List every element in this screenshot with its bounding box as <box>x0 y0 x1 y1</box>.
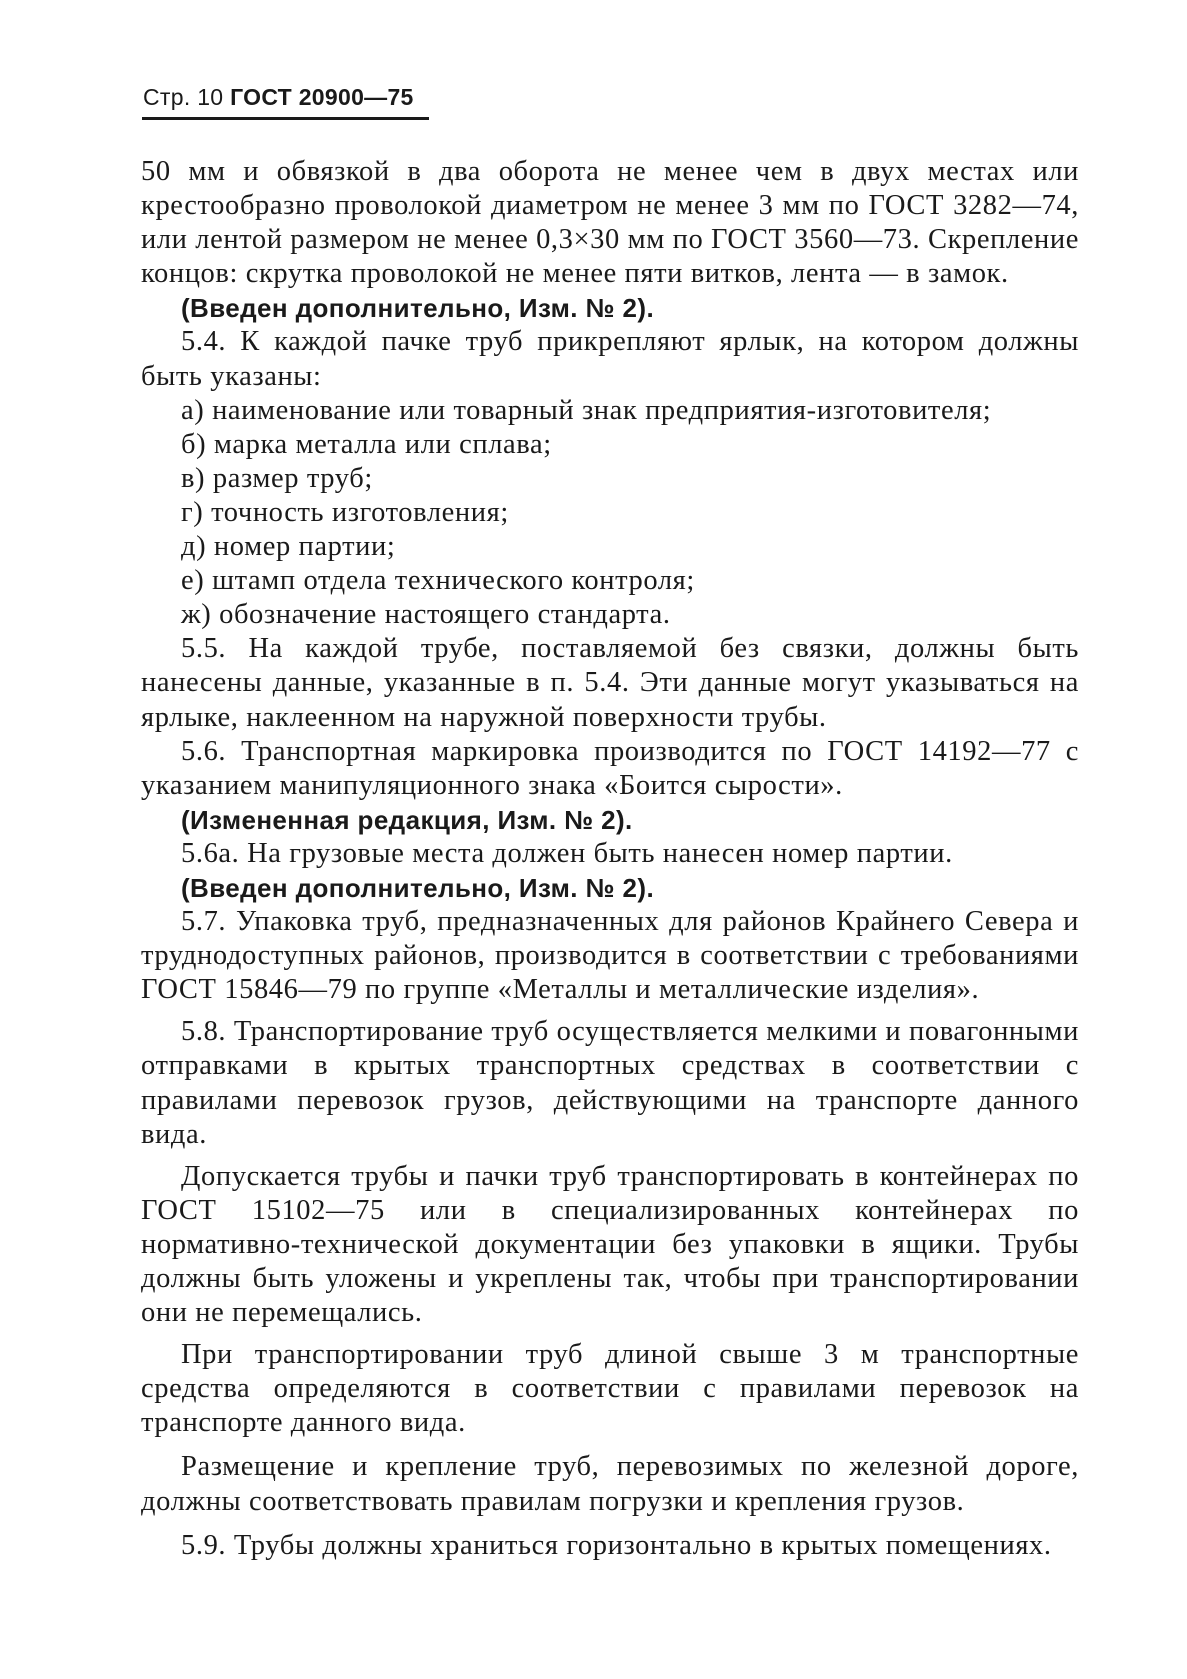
page-header <box>143 84 428 111</box>
list-item: б) марка металла или сплава; <box>181 428 552 460</box>
clause-5-9: 5.9. Трубы должны храниться горизонтально в крытых помещениях. <box>181 1529 1052 1561</box>
clause-5-6a: 5.6а. На грузовые места должен быть нанесен номер партии. <box>181 837 953 869</box>
list-item: г) точность изготовления; <box>181 496 509 528</box>
list-item: ж) обозначение настоящего стандарта. <box>181 599 671 631</box>
list-item: а) наименование или товарный знак предприятия-изготовителя; <box>181 394 992 426</box>
paragraph: При транспортировании труб длиной свыше 3 м транспортные средства определяются в соответствии с правилами перевозок на транспорте данного вида. <box>141 1339 1079 1439</box>
page-number: Стр. 10 <box>143 84 224 110</box>
clause-5-4: 5.4. К каждой пачке труб прикрепляют ярлык, на котором должны быть указаны: <box>141 326 1079 392</box>
clause-5-6: 5.6. Транспортная маркировка производится по ГОСТ 14192—77 с указанием манипуляционного знака «Боится сырости». <box>141 735 1079 801</box>
paragraph: Допускается трубы и пачки труб транспортировать в контейнерах по ГОСТ 15102—75 или в специализированных контейнерах по нормативно-технической документации без упаковки в ящики. Трубы должны быть уложены и укреплены так, чтобы при транспортировании они не перемещались. <box>141 1160 1079 1329</box>
standard-designation: ГОСТ 20900—75 <box>230 84 414 110</box>
paragraph: Размещение и крепление труб, перевозимых по железной дороге, должны соответствовать правилам погрузки и крепления грузов. <box>141 1451 1079 1517</box>
clause-5-7: 5.7. Упаковка труб, предназначенных для районов Крайнего Севера и труднодоступных районов, производится в соответствии с требованиями ГОСТ 15846—79 по группе «Металлы и металлические изделия». <box>141 906 1079 1006</box>
list-item: в) размер труб; <box>181 462 373 494</box>
paragraph-continuation: 50 мм и обвязкой в два оборота не менее чем в двух местах или крестообразно проволокой диаметром не менее 3 мм по ГОСТ 3282—74, или лентой размером не менее 0,3×30 мм по ГОСТ 3560—73. Скрепление концов: скрутка проволокой не менее пяти витков, лента — в замок. <box>141 156 1079 290</box>
list-item: д) номер партии; <box>181 531 396 563</box>
header-divider <box>142 117 429 120</box>
list-item: е) штамп отдела технического контроля; <box>181 565 695 597</box>
amendment-note: (Введен дополнительно, Изм. № 2). <box>181 293 655 324</box>
amendment-note: (Измененная редакция, Изм. № 2). <box>181 804 633 835</box>
clause-5-5: 5.5. На каждой трубе, поставляемой без связки, должны быть нанесены данные, указанные в п. 5.4. Эти данные могут указываться на ярлыке, наклеенном на наружной поверхности трубы. <box>141 633 1079 733</box>
clause-5-8: 5.8. Транспортирование труб осуществляется мелкими и повагонными отправками в крытых транспортных средствах в соответствии с правилами перевозок грузов, действующими на транспорте данного вида. <box>141 1016 1080 1150</box>
amendment-note: (Введен дополнительно, Изм. № 2). <box>181 872 655 903</box>
document-body <box>141 155 1079 1563</box>
